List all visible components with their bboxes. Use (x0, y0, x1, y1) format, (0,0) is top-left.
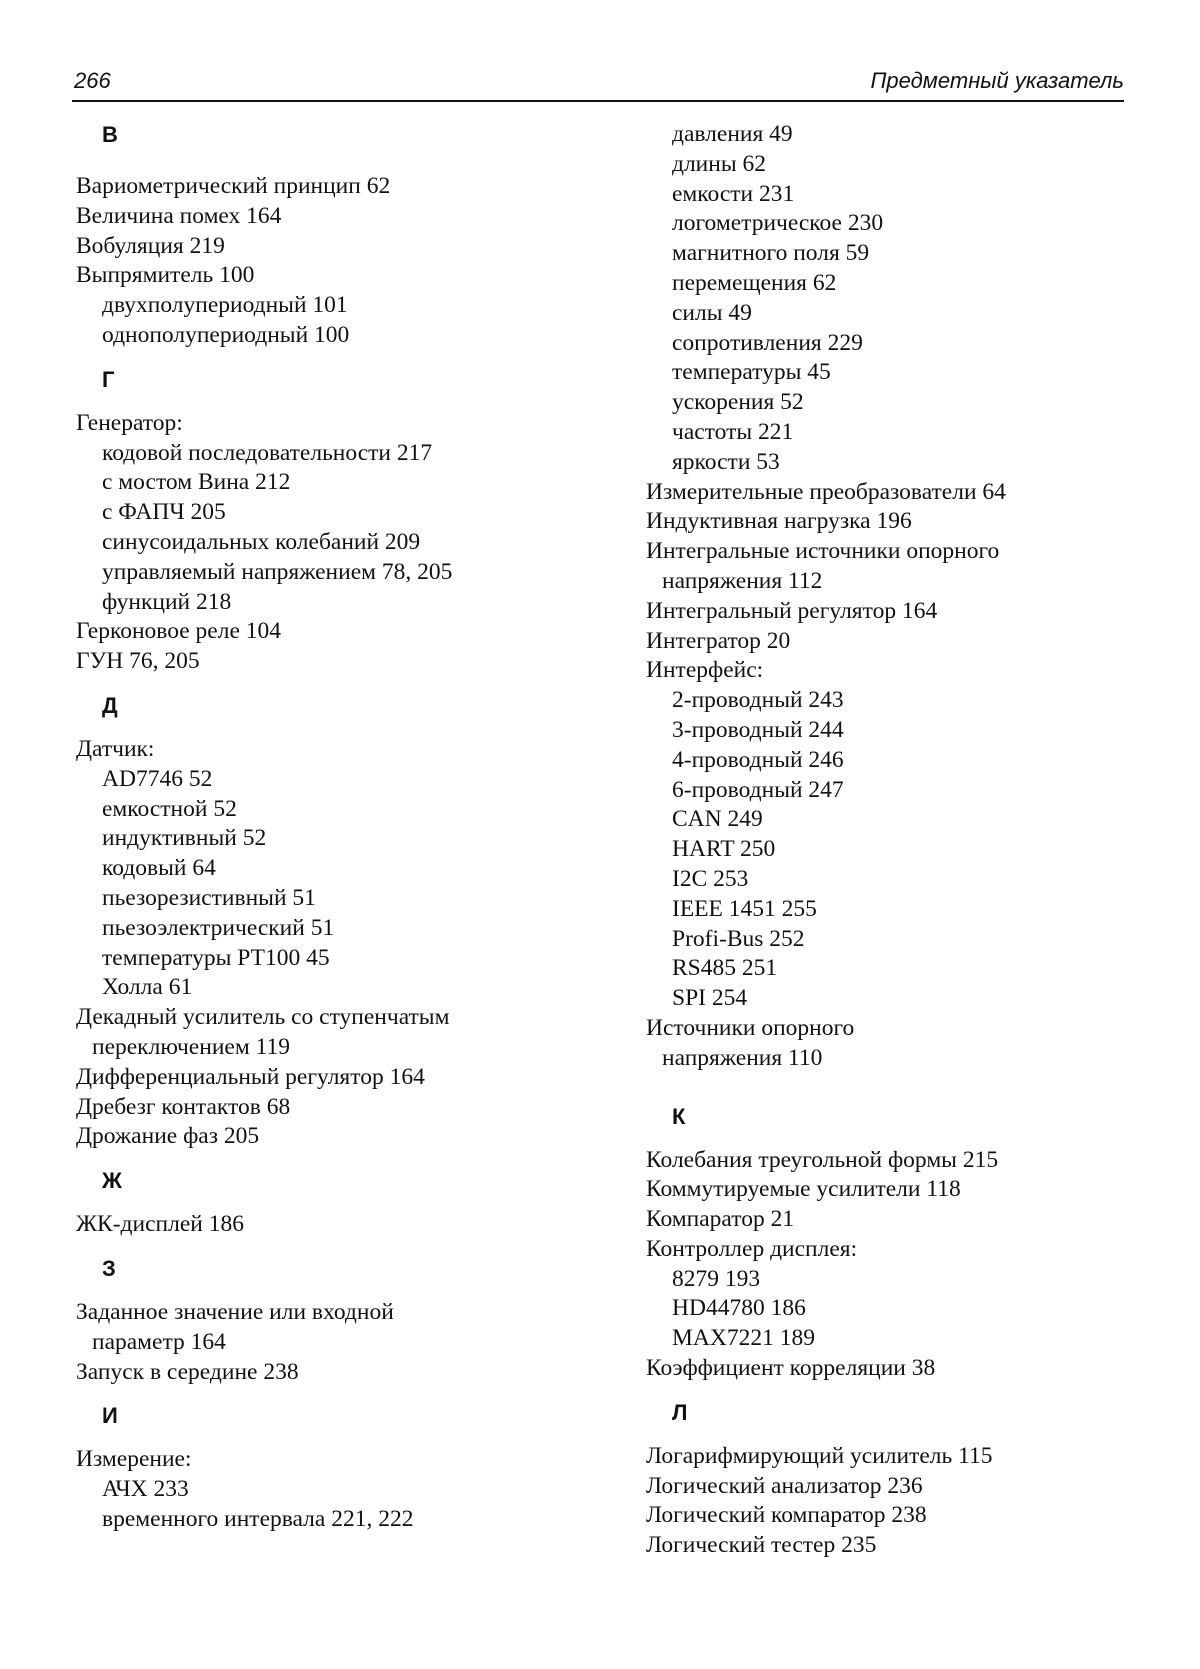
index-entry-continuation: параметр 164 (92, 1328, 226, 1355)
index-entry: Коммутируемые усилители 118 (646, 1176, 961, 1203)
index-entry: Контроллер дисплея: (646, 1235, 858, 1262)
spacer (76, 677, 596, 691)
index-subentry: SPI 254 (672, 985, 748, 1012)
running-title: Предметный указатель (870, 68, 1124, 93)
section-letter: Д (102, 692, 118, 718)
index-subentry: 6-проводный 247 (672, 776, 844, 803)
index-subentry: с ФАПЧ 205 (102, 499, 226, 526)
index-subentry: яркости 53 (672, 448, 780, 475)
index-entry: Интегратор 20 (646, 627, 791, 654)
index-subentry: I2C 253 (672, 865, 749, 892)
index-entry: Колебания треугольной формы 215 (646, 1146, 999, 1173)
spacer (76, 1196, 596, 1210)
index-subentry: индуктивный 52 (102, 825, 267, 852)
index-entry: Вобуляция 219 (76, 232, 225, 259)
index-subentry: силы 49 (672, 299, 752, 326)
page-number: 266 (74, 68, 111, 93)
index-entry: Логический тестер 235 (646, 1532, 877, 1559)
index-subentry: температуры РТ100 45 (102, 944, 330, 971)
index-entry-continuation: напряжения 112 (662, 567, 823, 594)
section-letter: Л (672, 1399, 688, 1425)
index-subentry: управляемый напряжением 78, 205 (102, 558, 453, 585)
index-entry: Запуск в середине 238 (76, 1358, 299, 1385)
index-subentry: емкостной 52 (102, 795, 237, 822)
spacer (646, 1428, 1126, 1442)
spacer (76, 1152, 596, 1166)
index-entry: Заданное значение или входной (76, 1298, 394, 1325)
page-header (72, 66, 1124, 102)
index-subentry: частоты 221 (672, 418, 794, 445)
section-letter: Ж (102, 1168, 122, 1194)
spacer (76, 721, 596, 735)
index-subentry: температуры 45 (672, 359, 831, 386)
index-entry: Дребезг контактов 68 (76, 1093, 291, 1120)
index-entry: Интегральный регулятор 164 (646, 597, 938, 624)
spacer (76, 351, 596, 365)
index-subentry: пьезорезистивный 51 (102, 884, 316, 911)
spacer (646, 1132, 1126, 1146)
index-column-right (646, 120, 1126, 1561)
index-subentry: кодовой последовательности 217 (102, 439, 433, 466)
index-subentry: логометрическое 230 (672, 210, 884, 237)
index-entry: Декадный усилитель со ступенчатым (76, 1004, 450, 1031)
section-letter: З (102, 1255, 116, 1281)
index-subentry: HD44780 186 (672, 1295, 806, 1322)
index-subentry: 4-проводный 246 (672, 746, 844, 773)
index-entry: ЖК-дисплей 186 (76, 1211, 244, 1238)
index-subentry: 2-проводный 243 (672, 687, 844, 714)
index-entry: Герконовое реле 104 (76, 618, 282, 645)
index-entry: Интегральные источники опорного (646, 538, 1000, 565)
index-subentry: синусоидальных колебаний 209 (102, 528, 421, 555)
index-subentry: сопротивления 229 (672, 329, 863, 356)
index-subentry: RS485 251 (672, 955, 778, 982)
index-entry: Дифференциальный регулятор 164 (76, 1063, 425, 1090)
index-entry: Компаратор 21 (646, 1206, 795, 1233)
index-subentry: с мостом Вина 212 (102, 469, 291, 496)
index-subentry: магнитного поля 59 (672, 240, 870, 267)
index-subentry: пьезоэлектрический 51 (102, 914, 335, 941)
section-letter: Г (102, 366, 115, 392)
index-subentry: временного интервала 221, 222 (102, 1505, 414, 1532)
section-letter: И (102, 1403, 118, 1429)
index-subentry: Profi-Bus 252 (672, 925, 805, 952)
index-subentry: HART 250 (672, 836, 776, 863)
spacer (76, 150, 596, 172)
index-entry: Генератор: (76, 409, 183, 436)
spacer (76, 1240, 596, 1254)
index-entry-continuation: напряжения 110 (662, 1044, 823, 1071)
index-entry: Источники опорного (646, 1014, 855, 1041)
spacer (646, 1074, 1126, 1102)
index-subentry: 8279 193 (672, 1265, 761, 1292)
index-subentry: перемещения 62 (672, 269, 837, 296)
spacer (76, 1284, 596, 1298)
index-subentry: Холла 61 (102, 974, 193, 1001)
index-subentry: длины 62 (672, 150, 766, 177)
spacer (76, 1431, 596, 1445)
index-entry: ГУН 76, 205 (76, 648, 200, 675)
index-entry: Коэффициент корреляции 38 (646, 1355, 936, 1382)
index-entry: Дрожание фаз 205 (76, 1123, 260, 1150)
index-subentry: двухполупериодный 101 (102, 292, 348, 319)
index-subentry: ускорения 52 (672, 389, 804, 416)
index-entry: Вариометрический принцип 62 (76, 173, 391, 199)
index-subentry: однополупериодный 100 (102, 321, 350, 348)
index-subentry: 3-проводный 244 (672, 716, 844, 743)
index-entry: Интерфейс: (646, 657, 764, 684)
index-entry: Логический анализатор 236 (646, 1472, 923, 1499)
index-subentry: IEEE 1451 255 (672, 895, 817, 922)
index-subentry: AD7746 52 (102, 765, 213, 792)
index-entry: Логарифмирующий усилитель 115 (646, 1442, 993, 1469)
index-entry: Измерительные преобразователи 64 (646, 478, 1006, 505)
index-subentry: функций 218 (102, 588, 232, 615)
spacer (76, 395, 596, 409)
index-entry: Индуктивная нагрузка 196 (646, 508, 912, 535)
spacer (646, 1384, 1126, 1398)
index-subentry: емкости 231 (672, 180, 795, 207)
index-subentry: CAN 249 (672, 806, 763, 833)
index-entry: Датчик: (76, 735, 155, 762)
index-entry: Измерение: (76, 1446, 192, 1473)
index-subentry: АЧХ 233 (102, 1476, 189, 1503)
index-entry: Логический компаратор 238 (646, 1502, 927, 1529)
index-entry-continuation: переключением 119 (92, 1033, 290, 1060)
index-subentry: давления 49 (672, 121, 793, 147)
index-entry: Величина помех 164 (76, 202, 282, 229)
section-letter: К (672, 1103, 686, 1129)
index-subentry: кодовый 64 (102, 855, 216, 882)
index-entry: Выпрямитель 100 (76, 262, 255, 289)
section-letter: В (102, 122, 118, 147)
index-column-left (76, 120, 596, 1535)
index-subentry: MAX7221 189 (672, 1325, 815, 1352)
spacer (76, 1387, 596, 1401)
